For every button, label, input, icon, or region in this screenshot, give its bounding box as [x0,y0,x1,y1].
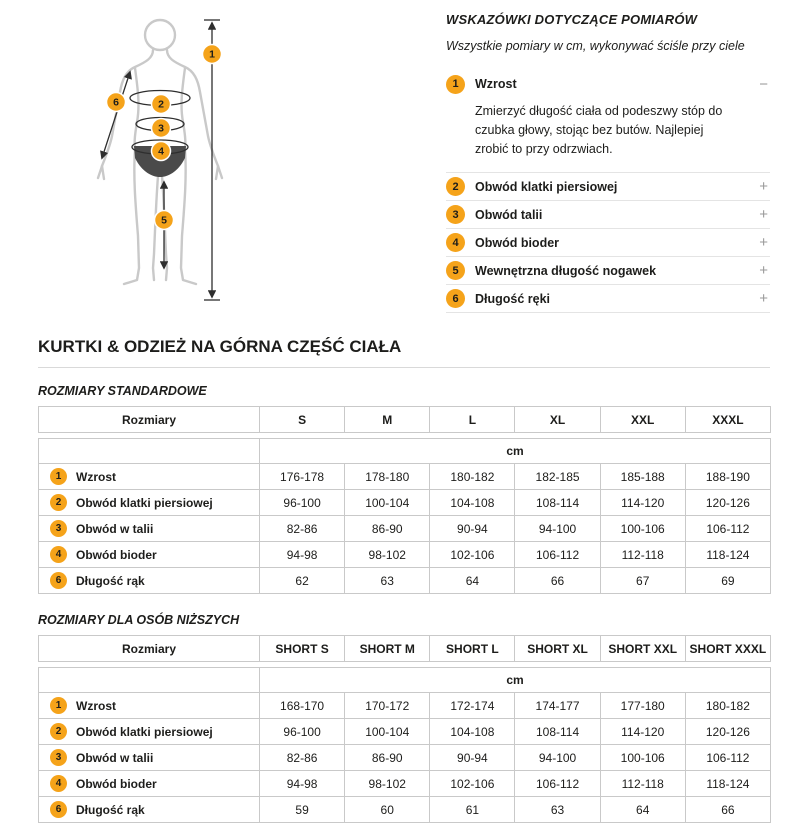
row-label: Obwód bioder [76,547,157,562]
size-value-cell: 120-126 [685,490,770,516]
svg-text:6: 6 [113,96,119,109]
accordion-label: Obwód klatki piersiowej [475,179,618,194]
size-value-cell: 170-172 [345,693,430,719]
accordion-item-wzrost [446,69,770,173]
measure-number-badge: 3 [50,520,67,537]
diagram-badge-5 [155,211,174,230]
row-label: Wzrost [76,698,116,713]
measure-number-badge: 3 [50,749,67,766]
unit-row [39,668,771,693]
row-label: Obwód klatki piersiowej [76,724,213,739]
tips-title: WSKAZÓWKI DOTYCZĄCE POMIARÓW [446,12,698,27]
accordion-item-obwod-bioder [446,229,770,257]
size-value-cell: 182-185 [515,464,600,490]
short-sizes-heading: ROZMIARY DLA OSÓB NIŻSZYCH [38,613,240,627]
measure-number-badge: 3 [446,205,465,224]
row-label: Długość rąk [76,802,145,817]
size-column-header: M [345,407,430,433]
measure-number-badge: 5 [446,261,465,280]
diagram-badge-3 [152,119,171,138]
measure-number-badge: 1 [446,75,465,94]
diagram-badge-4 [152,142,171,161]
measurement-tips-panel [446,6,770,315]
table-row [39,771,771,797]
rozmiary-header: Rozmiary [39,407,260,433]
measure-number-badge: 1 [50,697,67,714]
svg-text:3: 3 [158,122,164,135]
size-value-cell: 174-177 [515,693,600,719]
size-column-header: XXL [600,407,685,433]
measure-number-badge: 6 [50,801,67,818]
size-column-header: SHORT S [260,636,345,662]
size-value-cell: 108-114 [515,490,600,516]
size-value-cell: 104-108 [430,719,515,745]
accordion-header[interactable] [446,201,770,228]
empty-cell [39,439,260,464]
size-column-header: XXXL [685,407,770,433]
unit-header: cm [260,668,771,693]
size-value-cell: 177-180 [600,693,685,719]
table-row [39,516,771,542]
size-value-cell: 98-102 [345,542,430,568]
section-divider [38,367,770,368]
size-column-header: L [430,407,515,433]
measurement-guide-section [0,0,792,315]
size-value-cell: 94-98 [260,542,345,568]
size-value-cell: 66 [685,797,770,823]
row-label: Obwód klatki piersiowej [76,495,213,510]
size-column-header: S [260,407,345,433]
size-value-cell: 188-190 [685,464,770,490]
accordion-item-obwod-klatki [446,173,770,201]
size-value-cell: 114-120 [600,490,685,516]
size-column-header: SHORT XXXL [685,636,770,662]
accordion-item-dlugosc-reki [446,285,770,313]
standard-sizes-heading: ROZMIARY STANDARDOWE [38,384,207,398]
body-measurement-diagram [38,6,446,315]
size-value-cell: 86-90 [345,745,430,771]
size-value-cell: 59 [260,797,345,823]
section-title: KURTKI & ODZIEŻ NA GÓRNA CZĘŚĆ CIAŁA [38,337,402,356]
tips-subtitle: Wszystkie pomiary w cm, wykonywać ściśle przy ciele [446,39,745,53]
table-header-row [39,636,771,662]
rozmiary-header: Rozmiary [39,636,260,662]
empty-cell [39,668,260,693]
size-value-cell: 120-126 [685,719,770,745]
row-label: Obwód w talii [76,521,154,536]
size-value-cell: 185-188 [600,464,685,490]
size-value-cell: 94-98 [260,771,345,797]
table-row [39,797,771,823]
size-value-cell: 102-106 [430,771,515,797]
table-row [39,490,771,516]
svg-text:5: 5 [161,214,167,227]
size-column-header: SHORT XXL [600,636,685,662]
expand-icon[interactable]: + [759,262,768,280]
expand-icon[interactable]: + [759,178,768,196]
table-row [39,568,771,594]
unit-header: cm [260,439,771,464]
svg-text:1: 1 [209,48,215,61]
size-value-cell: 67 [600,568,685,594]
size-value-cell: 100-106 [600,516,685,542]
size-value-cell: 82-86 [260,516,345,542]
size-value-cell: 168-170 [260,693,345,719]
size-value-cell: 100-104 [345,490,430,516]
diagram-badge-1 [203,45,222,64]
table-row [39,745,771,771]
size-value-cell: 118-124 [685,542,770,568]
table-row [39,464,771,490]
size-value-cell: 112-118 [600,542,685,568]
measure-number-badge: 4 [50,546,67,563]
accordion-label: Długość ręki [475,291,551,306]
expand-icon[interactable]: + [759,290,768,308]
measure-number-badge: 2 [446,177,465,196]
size-value-cell: 60 [345,797,430,823]
accordion-label: Obwód talii [475,207,543,222]
size-value-cell: 63 [345,568,430,594]
size-column-header: SHORT XL [515,636,600,662]
body-figure-svg [38,10,278,310]
size-value-cell: 106-112 [685,516,770,542]
diagram-badge-2 [152,95,171,114]
size-value-cell: 114-120 [600,719,685,745]
size-value-cell: 96-100 [260,490,345,516]
size-value-cell: 102-106 [430,542,515,568]
head-outline [145,20,175,50]
accordion-header[interactable] [446,173,770,200]
size-value-cell: 62 [260,568,345,594]
accordion-label: Wewnętrzna długość nogawek [475,263,657,278]
short-sizes-table [38,635,771,823]
size-value-cell: 66 [515,568,600,594]
accordion-label: Obwód bioder [475,235,560,250]
size-value-cell: 106-112 [515,771,600,797]
expand-icon[interactable]: + [759,234,768,252]
size-column-header: XL [515,407,600,433]
unit-row [39,439,771,464]
size-value-cell: 176-178 [260,464,345,490]
size-value-cell: 90-94 [430,516,515,542]
measure-number-badge: 6 [446,289,465,308]
size-value-cell: 172-174 [430,693,515,719]
size-value-cell: 100-104 [345,719,430,745]
size-value-cell: 82-86 [260,745,345,771]
size-value-cell: 90-94 [430,745,515,771]
table-row [39,693,771,719]
size-value-cell: 106-112 [515,542,600,568]
table-header-row [39,407,771,433]
accordion-header[interactable] [446,229,770,256]
arm-length-arrow [102,72,130,158]
accordion-label: Wzrost [475,77,517,91]
size-value-cell: 100-106 [600,745,685,771]
measure-number-badge: 2 [50,494,67,511]
svg-text:2: 2 [158,98,164,111]
accordion-item-obwod-talii [446,201,770,229]
size-value-cell: 86-90 [345,516,430,542]
svg-text:4: 4 [158,145,164,158]
measure-number-badge: 1 [50,468,67,485]
row-label: Obwód w talii [76,750,154,765]
expand-icon[interactable]: + [759,206,768,224]
measure-number-badge: 6 [50,572,67,589]
measurement-accordion [446,69,770,313]
size-value-cell: 178-180 [345,464,430,490]
size-value-cell: 106-112 [685,745,770,771]
row-label: Wzrost [76,469,116,484]
size-value-cell: 180-182 [685,693,770,719]
row-label: Obwód bioder [76,776,157,791]
size-column-header: SHORT L [430,636,515,662]
collapse-icon[interactable]: − [759,75,768,93]
size-value-cell: 118-124 [685,771,770,797]
table-row [39,719,771,745]
size-value-cell: 64 [430,568,515,594]
size-column-header: SHORT M [345,636,430,662]
table-row [39,542,771,568]
measure-number-badge: 4 [50,775,67,792]
size-value-cell: 63 [515,797,600,823]
size-value-cell: 94-100 [515,516,600,542]
accordion-header[interactable] [446,285,770,312]
size-value-cell: 104-108 [430,490,515,516]
size-value-cell: 180-182 [430,464,515,490]
size-value-cell: 94-100 [515,745,600,771]
diagram-badge-6 [107,93,126,112]
standard-sizes-table [38,406,771,594]
accordion-header[interactable] [446,69,770,99]
accordion-header[interactable] [446,257,770,284]
measure-number-badge: 2 [50,723,67,740]
row-label: Długość rąk [76,573,145,588]
measure-number-badge: 4 [446,233,465,252]
size-value-cell: 96-100 [260,719,345,745]
size-value-cell: 98-102 [345,771,430,797]
size-value-cell: 64 [600,797,685,823]
size-value-cell: 69 [685,568,770,594]
accordion-item-dlugosc-nogawek [446,257,770,285]
size-value-cell: 108-114 [515,719,600,745]
size-value-cell: 112-118 [600,771,685,797]
size-value-cell: 61 [430,797,515,823]
accordion-content: Zmierzyć długość ciała od podeszwy stóp do czubka głowy, stojąc bez butów. Najlepiej zrobić to przy odrzwiach. [475,104,723,156]
